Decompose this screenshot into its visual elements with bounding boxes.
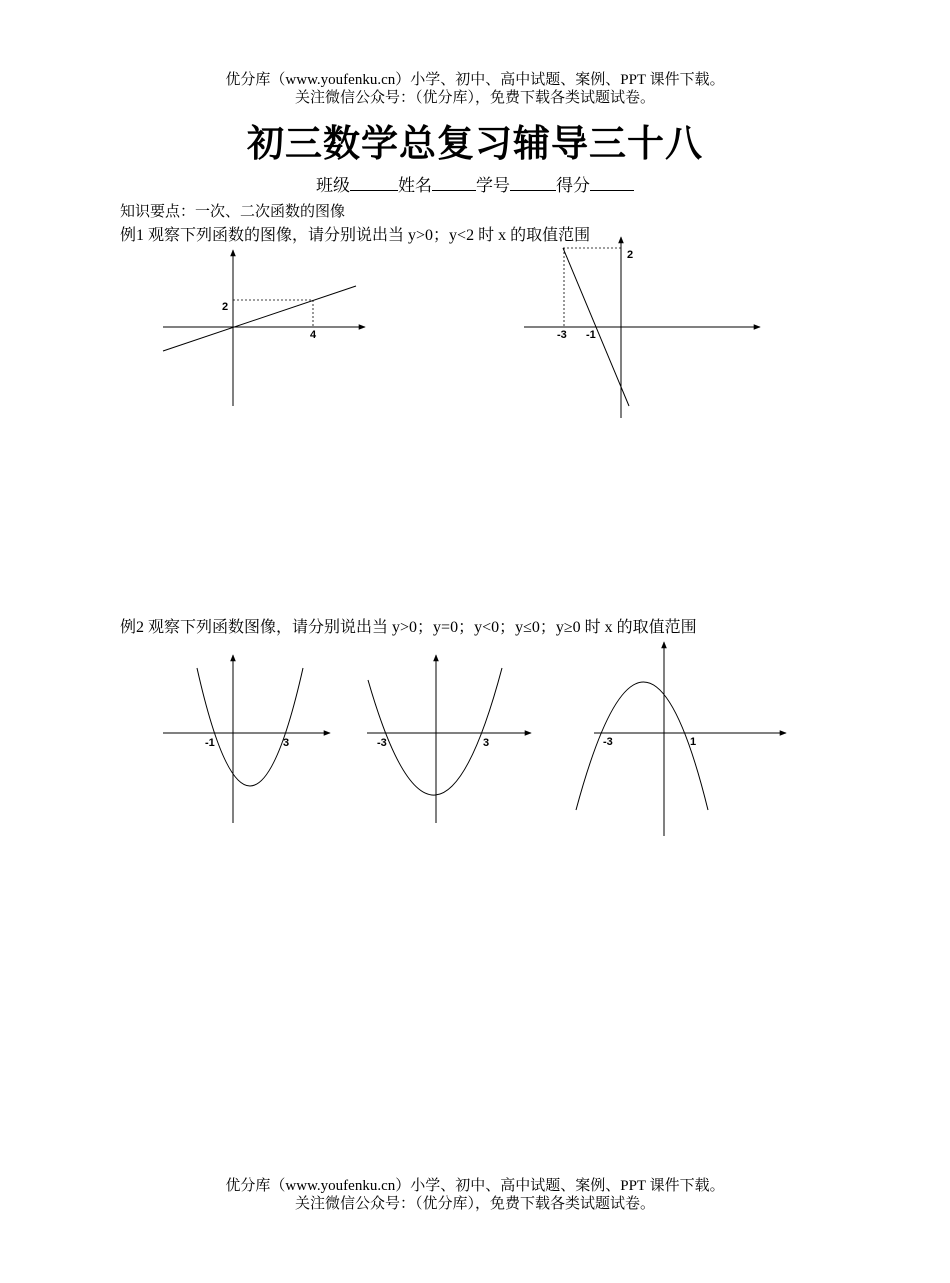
ex2c-root2: 1 [690,736,697,748]
ex1b-y-mark: 2 [627,249,634,261]
ex2-graph-a [163,655,330,823]
page-title: 初三数学总复习辅导三十八 [247,123,703,164]
ex2b-root2: 3 [483,737,490,749]
example1-number: 1 [136,227,145,244]
ex2a-parabola [197,668,303,786]
footer-banner [0,1177,950,1213]
header-banner-line2: 关注微信公众号：（优分库），免费下载各类试题试卷。 [294,90,655,106]
ex2-graph-c [576,642,786,836]
ex1b-x-mark2: -1 [586,329,596,341]
example2-number: 2 [136,619,145,636]
ex1-graph-a [163,250,365,406]
number-label: 学号 [476,176,510,195]
ex2b-parabola [368,668,502,795]
footer-banner-line2: 关注微信公众号：（优分库），免费下载各类试题试卷。 [294,1196,655,1212]
example1-label: 例 [120,227,137,244]
ex1a-line [163,286,356,351]
example2-text: 观察下列函数图像，请分别说出当 y>0；y=0；y<0；y≤0；y≥0 时 x 的取值范围 [144,619,697,636]
ex2-graph-b [367,655,531,823]
score-label: 得分 [556,176,590,195]
name-label: 姓名 [398,176,432,195]
example2-label: 例 [120,619,137,636]
ex1a-y-mark: 2 [222,301,229,313]
ex2a-root1: -1 [205,737,215,749]
ex2c-root1: -3 [603,736,613,748]
ex1a-x-mark: 4 [310,329,317,341]
footer-banner-line1: 优分库（www.youfenku.cn）小学、初中、高中试题、案例、PPT 课件下载。 [225,1178,725,1194]
class-label: 班级 [316,176,350,195]
ex1b-x-mark1: -3 [557,329,567,341]
ex2a-root2: 3 [283,737,290,749]
knowledge-points: 知识要点：一次、二次函数的图像 [120,203,346,220]
example1-text: 观察下列函数的图像，请分别说出当 y>0；y<2 时 x 的取值范围 [144,227,591,244]
ex1-graph-b [524,237,760,418]
ex2c-parabola [576,682,708,810]
header-banner-line1: 优分库（www.youfenku.cn）小学、初中、高中试题、案例、PPT 课件下载。 [225,72,725,88]
ex2b-root1: -3 [377,737,387,749]
